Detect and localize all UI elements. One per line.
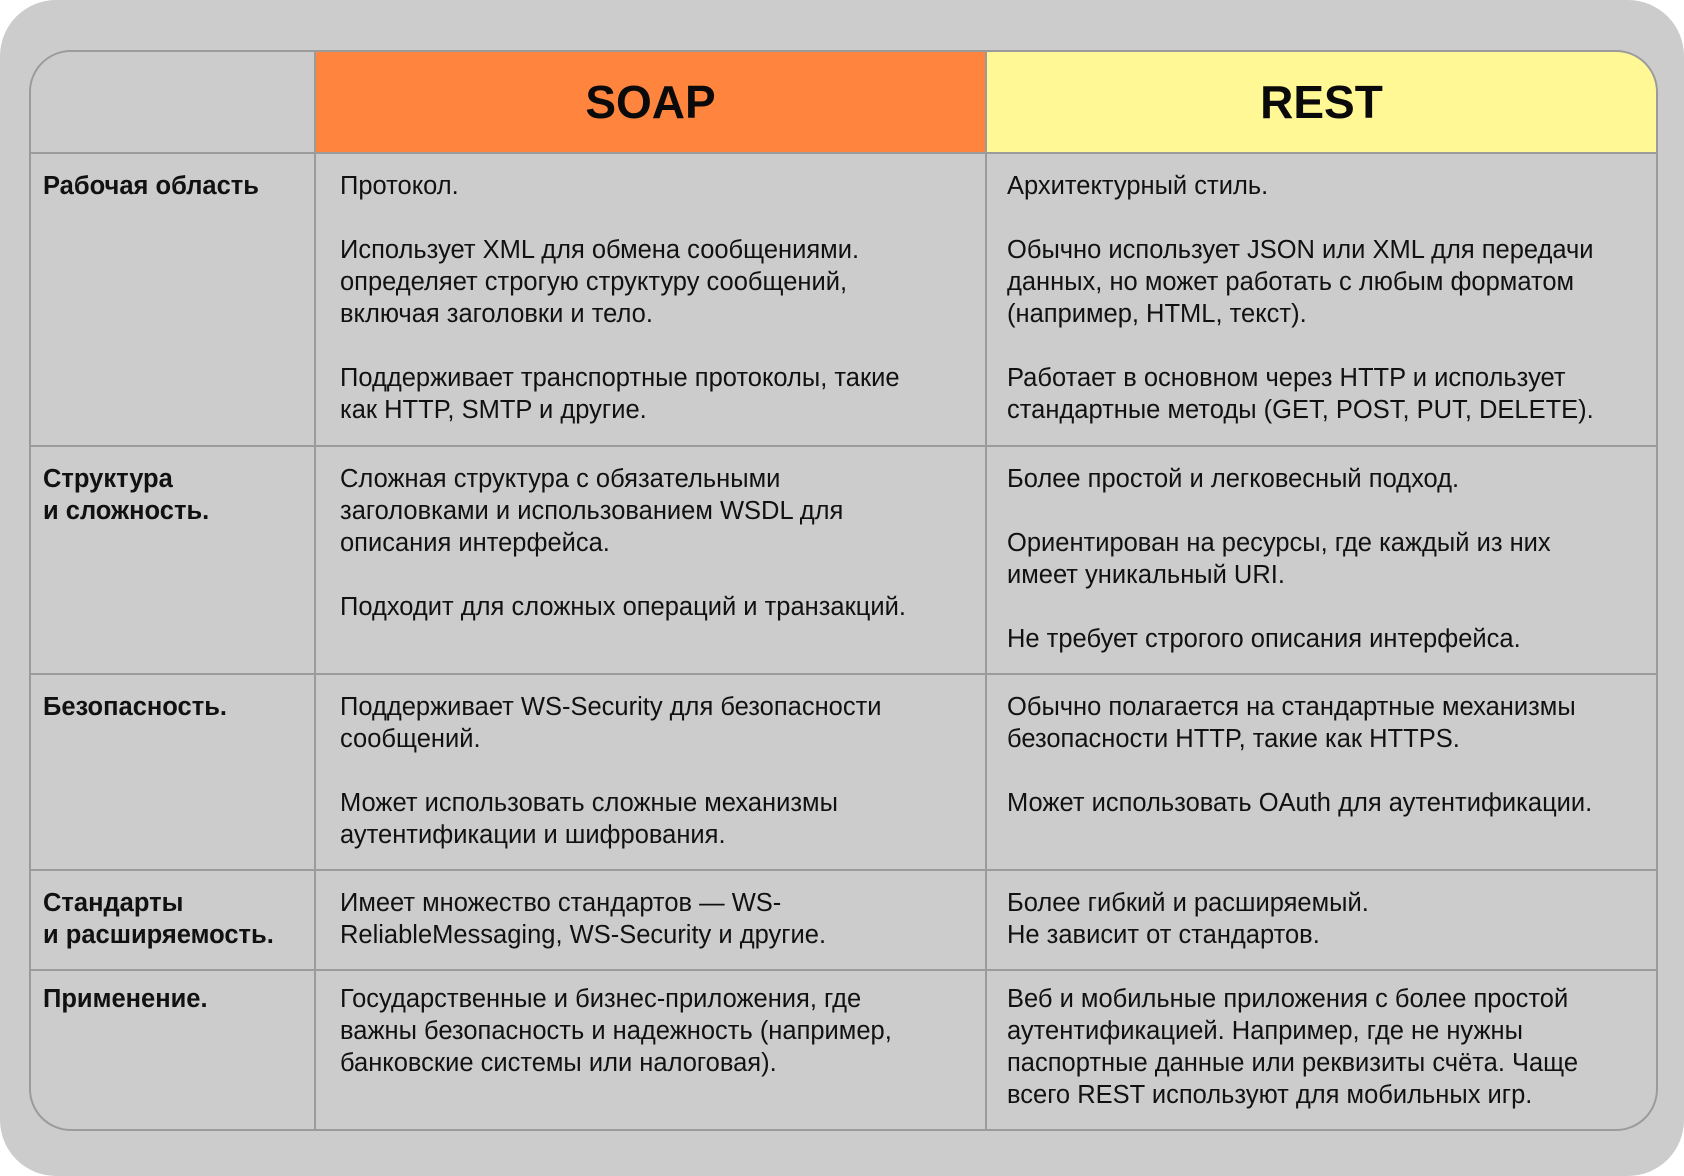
header-corner-cell [31, 52, 316, 154]
rest-paragraph: Обычно использует JSON или XML для передачи данных, но может работать с любым форматом (например, HTML, текст). [1007, 236, 1594, 328]
row-label: Применение. [31, 971, 316, 1129]
rest-paragraph: Не требует строгого описания интерфейса. [1007, 625, 1521, 653]
rest-cell [987, 447, 1656, 675]
soap-paragraph: Может использовать сложные механизмы аутентификации и шифрования. [340, 789, 838, 849]
soap-paragraph: Протокол. [340, 172, 459, 200]
header-rest: REST [987, 52, 1656, 154]
row-security [31, 675, 1656, 871]
row-scope [31, 154, 1656, 447]
rest-paragraph: Обычно полагается на стандартные механизмы безопасности HTTP, такие как HTTPS. [1007, 693, 1576, 753]
soap-paragraph: Сложная структура с обязательными заголовками и использованием WSDL для описания интерфейса. [340, 465, 844, 557]
rest-paragraph: Более гибкий и расширяемый. Не зависит от стандартов. [1007, 889, 1369, 949]
soap-cell [316, 675, 987, 871]
soap-cell [316, 447, 987, 675]
rest-paragraph: Может использовать OAuth для аутентификации. [1007, 789, 1593, 817]
row-label: Безопасность. [31, 675, 316, 871]
soap-paragraph: Имеет множество стандартов — WS- ReliableMessaging, WS-Security и другие. [340, 889, 827, 949]
soap-paragraph: Поддерживает транспортные протоколы, такие как HTTP, SMTP и другие. [340, 364, 900, 424]
rest-paragraph: Более простой и легковесный подход. [1007, 465, 1460, 493]
soap-paragraph: Государственные и бизнес-приложения, где важны безопасность и надежность (например, банковские системы или налоговая). [340, 985, 892, 1077]
rest-paragraph: Архитектурный стиль. [1007, 172, 1269, 200]
rest-paragraph: Работает в основном через HTTP и использует стандартные методы (GET, POST, PUT, DELETE). [1007, 364, 1594, 424]
row-label: Структура и сложность. [31, 447, 316, 675]
rest-paragraph: Ориентирован на ресурсы, где каждый из них имеет уникальный URI. [1007, 529, 1551, 589]
soap-paragraph: Использует XML для обмена сообщениями. определяет строгую структуру сообщений, включая заголовки и тело. [340, 236, 860, 328]
header-row [31, 52, 1656, 154]
row-structure [31, 447, 1656, 675]
row-label: Рабочая область [31, 154, 316, 447]
soap-cell [316, 971, 987, 1129]
rest-cell [987, 154, 1656, 447]
header-soap: SOAP [316, 52, 987, 154]
soap-paragraph: Поддерживает WS-Security для безопасности сообщений. [340, 693, 882, 753]
rest-cell [987, 971, 1656, 1129]
row-usage [31, 971, 1656, 1129]
rest-paragraph: Веб и мобильные приложения с более простой аутентификацией. Например, где не нужны паспортные данные или реквизиты счёта. Чаще всего REST используют для мобильных игр. [1007, 985, 1579, 1109]
rest-cell [987, 675, 1656, 871]
soap-cell [316, 154, 987, 447]
soap-vs-rest-table [29, 50, 1658, 1131]
soap-paragraph: Подходит для сложных операций и транзакций. [340, 593, 906, 621]
row-standards [31, 871, 1656, 971]
row-label: Стандарты и расширяемость. [31, 871, 316, 971]
soap-cell [316, 871, 987, 971]
rest-cell [987, 871, 1656, 971]
